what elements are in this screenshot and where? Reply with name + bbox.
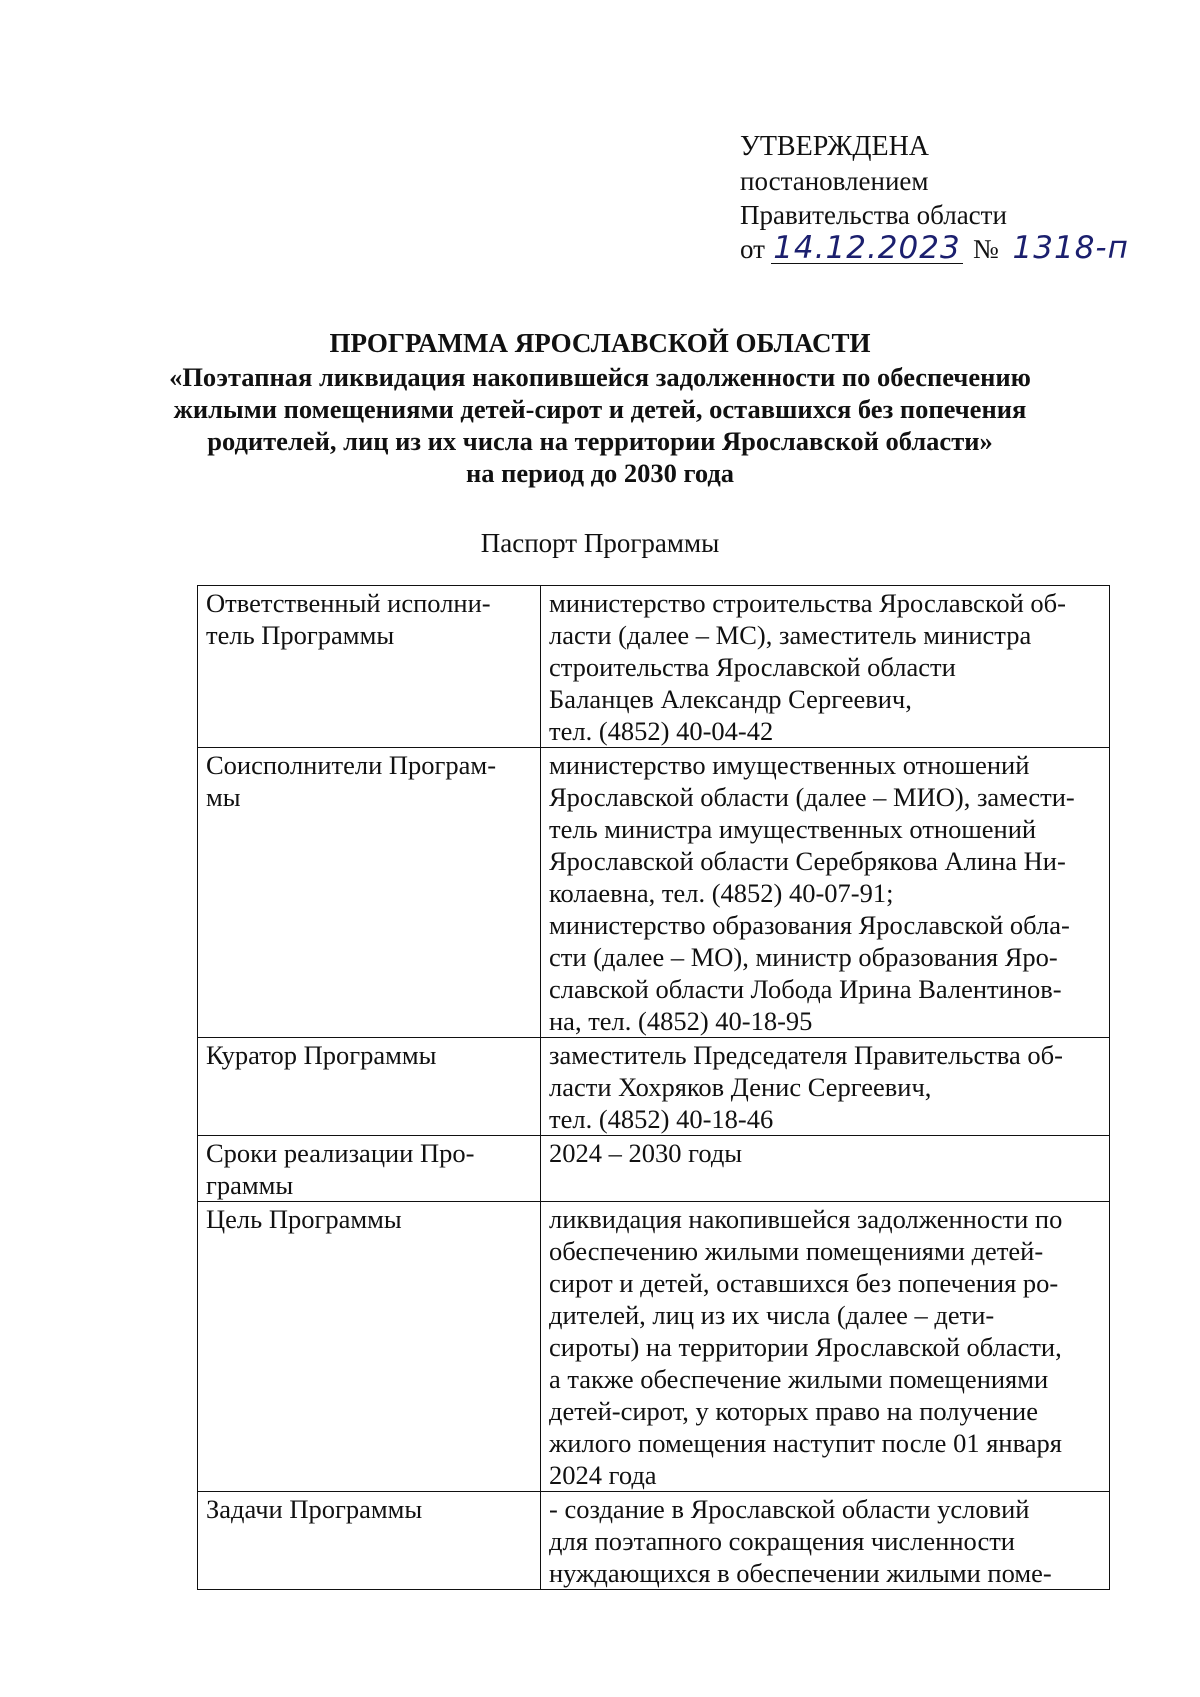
program-period-line: на период до 2030 года — [465, 458, 735, 488]
passport-row-value — [541, 586, 1110, 748]
passport-row-label — [198, 1492, 541, 1590]
value-line: министерство имущественных отношений — [549, 750, 1030, 780]
passport-row-value — [541, 1136, 1110, 1202]
value-line: обеспечению жилыми помещениями детей- — [549, 1236, 1044, 1266]
label-line: Цель Программы — [206, 1204, 402, 1234]
passport-row-label — [198, 1038, 541, 1136]
value-line: нуждающихся в обеспечении жилыми поме- — [549, 1558, 1052, 1588]
handwritten-number: 1318-п — [1012, 230, 1129, 266]
value-line: колаевна, тел. (4852) 40-07-91; — [549, 878, 894, 908]
approval-stamp — [740, 130, 1135, 266]
value-line: министерство строительства Ярославской об- — [549, 588, 1066, 618]
passport-row — [198, 1492, 1110, 1590]
passport-subtitle: Паспорт Программы — [480, 528, 720, 558]
passport-row — [198, 1136, 1110, 1202]
value-line: славской области Лобода Ирина Валентинов- — [549, 974, 1062, 1004]
passport-row — [198, 1038, 1110, 1136]
value-line: сирот и детей, оставшихся без попечения ро- — [549, 1268, 1059, 1298]
date-prefix: от — [740, 234, 765, 264]
value-line: заместитель Председателя Правительства об- — [549, 1040, 1063, 1070]
program-title: ПРОГРАММА ЯРОСЛАВСКОЙ ОБЛАСТИ — [329, 328, 871, 358]
label-line: Сроки реализации Про- — [206, 1138, 475, 1168]
label-line: тель Программы — [206, 620, 395, 650]
passport-row — [198, 1202, 1110, 1492]
value-line: строительства Ярославской области — [549, 652, 956, 682]
passport-row-label — [198, 586, 541, 748]
passport-row-value — [541, 1202, 1110, 1492]
passport-row-label — [198, 1136, 541, 1202]
label-line: Ответственный исполни- — [206, 588, 491, 618]
program-name-line: «Поэтапная ликвидация накопившейся задолженности по обеспечению — [169, 362, 1031, 392]
label-line: граммы — [206, 1170, 294, 1200]
value-line: 2024 года — [549, 1460, 657, 1490]
value-line: на, тел. (4852) 40-18-95 — [549, 1006, 813, 1036]
passport-table-body — [198, 586, 1110, 1590]
value-line: Баланцев Александр Сергеевич, — [549, 684, 912, 714]
passport-row-label — [198, 748, 541, 1038]
value-line: сироты) на территории Ярославской области, — [549, 1332, 1062, 1362]
number-prefix: № — [972, 234, 999, 264]
value-line: тел. (4852) 40-04-42 — [549, 716, 774, 746]
value-line: для поэтапного сокращения численности — [549, 1526, 1015, 1556]
passport-row-label — [198, 1202, 541, 1492]
label-line: Задачи Программы — [206, 1494, 423, 1524]
approval-line-1: постановлением — [740, 166, 929, 196]
passport-row — [198, 586, 1110, 748]
program-heading — [100, 327, 1100, 489]
label-line: Куратор Программы — [206, 1040, 437, 1070]
value-line: Ярославской области Серебрякова Алина Ни- — [549, 846, 1066, 876]
passport-row — [198, 748, 1110, 1038]
value-line: министерство образования Ярославской обла- — [549, 910, 1070, 940]
passport-row-value — [541, 748, 1110, 1038]
program-name-line: родителей, лиц из их числа на территории Ярославской области» — [207, 426, 993, 456]
value-line: тель министра имущественных отношений — [549, 814, 1037, 844]
value-line: сти (далее – МО), министр образования Яро- — [549, 942, 1058, 972]
approval-line-2: Правительства области — [740, 200, 1007, 230]
value-line: ликвидация накопившейся задолженности по — [549, 1204, 1063, 1234]
value-line: жилого помещения наступит после 01 января — [549, 1428, 1062, 1458]
label-line: мы — [206, 782, 241, 812]
handwritten-date: 14.12.2023 — [771, 233, 963, 264]
value-line: ласти (далее – МС), заместитель министра — [549, 620, 1032, 650]
passport-row-value — [541, 1492, 1110, 1590]
value-line: дителей, лиц из их числа (далее – дети- — [549, 1300, 995, 1330]
approval-date-row — [740, 232, 1135, 266]
value-line: ласти Хохряков Денис Сергеевич, — [549, 1072, 932, 1102]
value-line: тел. (4852) 40-18-46 — [549, 1104, 774, 1134]
value-line: Ярославской области (далее – МИО), замести- — [549, 782, 1075, 812]
value-line: 2024 – 2030 годы — [549, 1138, 743, 1168]
passport-row-value — [541, 1038, 1110, 1136]
value-line: - создание в Ярославской области условий — [549, 1494, 1030, 1524]
value-line: детей-сирот, у которых право на получение — [549, 1396, 1038, 1426]
passport-table — [197, 585, 1110, 1590]
program-name-line: жилыми помещениями детей-сирот и детей, оставшихся без попечения — [173, 394, 1027, 424]
label-line: Соисполнители Програм- — [206, 750, 497, 780]
value-line: а также обеспечение жилыми помещениями — [549, 1364, 1049, 1394]
approval-title: УТВЕРЖДЕНА — [740, 131, 930, 162]
